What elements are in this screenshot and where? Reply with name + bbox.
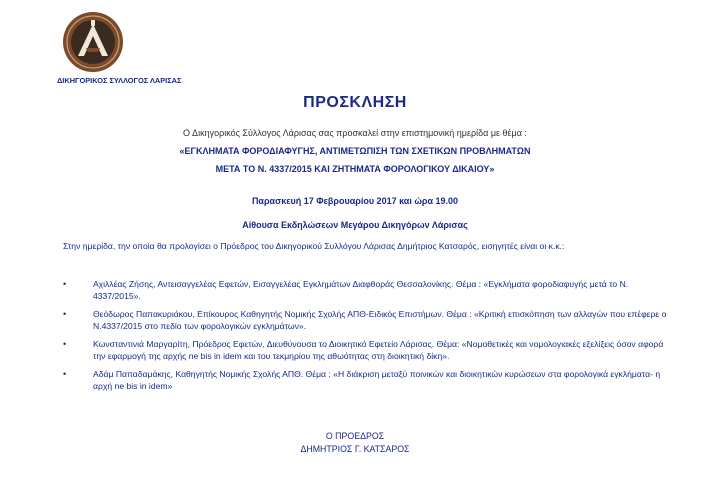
signature-role: Ο ΠΡΟΕΔΡΟΣ [325, 431, 385, 441]
speakers-list [63, 278, 668, 398]
speaker-text: Θεόδωρος Παπακυριάκου, Επίκουρος Καθηγητής Νομικής Σχολής ΑΠΘ-Ειδικός Επιστήμων. Θέμα : «Κριτική επισκόπηση των αλλαγών που επέφερε ο Ν.4337/2015 στο πεδίο των φορολογικών εγκλημάτων». [93, 309, 667, 331]
event-datetime: Παρασκευή 17 Φεβρουαρίου 2017 και ώρα 19.00 [251, 196, 459, 206]
speaker-text: Αδάμ Παπαδαμάκης, Καθηγητής Νομικής Σχολής ΑΠΘ. Θέμα : «Η διάκριση μεταξύ ποινικών και διοικητικών κυρώσεων στα φορολογικά εγκλήματα- η αρχή ne bis in idem» [93, 369, 661, 391]
bullet-icon: • [63, 279, 67, 289]
signature-name: ΔΗΜΗΤΡΙΟΣ Γ. ΚΑΤΣΑΡΟΣ [300, 444, 410, 454]
list-item [63, 278, 668, 302]
intro-text: Ο Δικηγορικός Σύλλογος Λάρισας σας προσκαλεί στην επιστημονική ημερίδα με θέμα : [183, 128, 527, 138]
list-item [63, 308, 668, 332]
bullet-icon: • [63, 309, 67, 319]
speaker-text: Αχιλλέας Ζήσης, Αντεισαγγελέας Εφετών, Εισαγγελέας Εγκλημάτων Διαφθοράς Θεσσαλονίκης. Θέμα : «Εγκλήματα φοροδιαφυγής μετά το Ν. 4337/2015». [93, 279, 629, 301]
intro-paragraph: Στην ημερίδα, την οποία θα προλογίσει ο Πρόεδρος του Δικηγορικού Συλλόγου Λάρισας Δημήτριος Κατσαρός, εισηγητές είναι οι κ.κ.: [63, 241, 565, 251]
theme-line-1: «ΕΓΚΛΗΜΑΤΑ ΦΟΡΟΔΙΑΦΥΓΗΣ, ΑΝΤΙΜΕΤΩΠΙΣΗ ΤΩΝ ΣΧΕΤΙΚΩΝ ΠΡΟΒΛΗΜΑΤΩΝ [179, 146, 531, 156]
speaker-text: Κωνσταντινιά Μαργαρίτη, Πρόεδρος Εφετών, Διευθύνουσα το Διοικητικό Εφετείο Λάρισας. Θέμα: «Νομοθετικές και νομολογιακές εξελίξεις όσον αφορά την εφαρμογή της αρχής ne bis in idem και του τεκμηρίου της αθωότητας στη διοικητική δίκη». [93, 339, 664, 361]
list-item [63, 338, 668, 362]
event-venue: Αίθουσα Εκδηλώσεων Μεγάρου Δικηγόρων Λάρισας [242, 220, 468, 230]
theme-line-2: ΜΕΤΑ ΤΟ Ν. 4337/2015 ΚΑΙ ΖΗΤΗΜΑΤΑ ΦΟΡΟΛΟΓΙΚΟΥ ΔΙΚΑΙΟΥ» [215, 164, 495, 174]
list-item [63, 368, 668, 392]
bullet-icon: • [63, 339, 67, 349]
page-title: ΠΡΟΣΚΛΗΣΗ [303, 94, 407, 111]
bar-association-seal-icon [62, 10, 124, 74]
organization-name: ΔΙΚΗΓΟΡΙΚΟΣ ΣΥΛΛΟΓΟΣ ΛΑΡΙΣΑΣ [57, 76, 182, 85]
bullet-icon: • [63, 369, 67, 379]
